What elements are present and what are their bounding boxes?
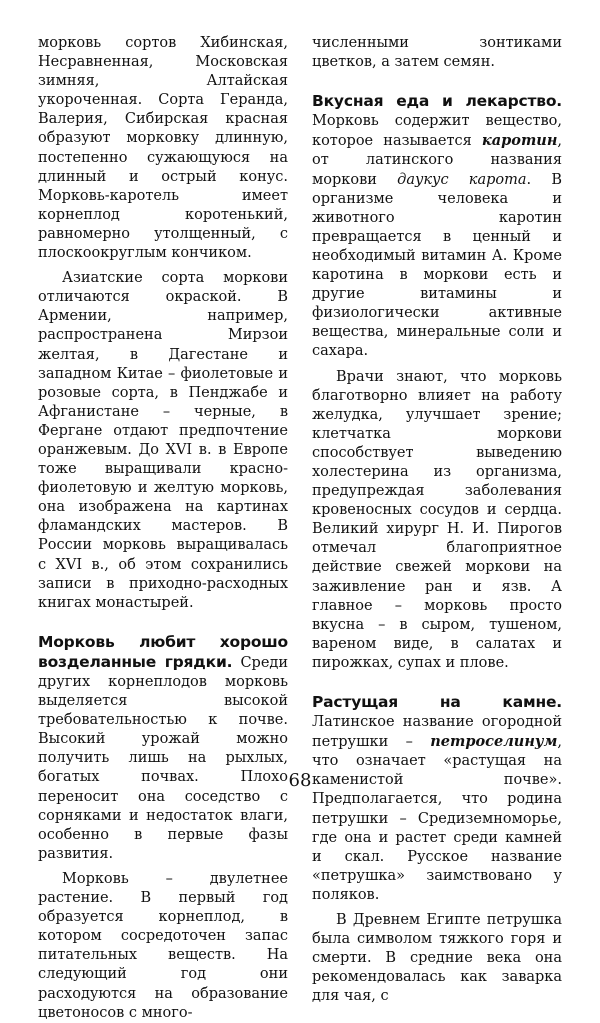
paragraph-doctors: Врачи знают, что морковь благотворно влияет на работу желудка, улучшает зрение; клетчатка моркови способствует выведению холестерина из организма, предупреждая заболевания кровеносных сосудов и сердца. Великий хирург Н. И. Пирогов отмечал благоприятное действие свежей моркови на заживление ран и язв. А главное – морковь просто вкусна – в сыром, тушеном, вареном виде, в салатах и пирожках, супах и плове. [312, 368, 562, 671]
paragraph-ancient-egypt: В Древнем Египте петрушка была символом тяжкого горя и смерти. В средние века она рекомендовалась как заварка для чая, с [312, 912, 562, 1005]
page-number: 68 [288, 770, 312, 791]
right-column [312, 34, 562, 1007]
section-heading-food-and-medicine: Вкусная еда и лекарство. [312, 92, 562, 111]
text-carotene-intro: Морковь содержит вещество, которое называется [312, 113, 562, 150]
text-latin-name: , от латинского названия моркови [312, 133, 563, 188]
paragraph-biennial: Морковь – двулетнее растение. В первый год образуется корнеплод, в котором сосредоточен запас питательных веществ. На следующий год они расходуются на образование цветоносов с много- [38, 870, 288, 1021]
section-food-and-medicine [312, 92, 562, 361]
term-carotene: каротин [481, 132, 558, 150]
text-parsley-latin: Латинское название огородной петрушки – [312, 714, 562, 751]
paragraph-sorts-continued: морковь сортов Хибинская, Несравненная, Московская зимняя, Алтайская укороченная. Сорта Геранда, Валерия, Сибирская красная образуют морковку длинную, постепенно сужающуюся на длинный и острый конус. Морковь-каротель имеет корнеплод коротенький, равномерно утолщенный, с плоскоокруглым кончиком. [38, 35, 288, 262]
text-vitamin-a: . В организме человека и животного каротин превращается в ценный и необходимый витамин А. Кроме каротина в моркови есть и другие витамины и физиологически активные вещества, минеральные соли и сахара. [312, 171, 562, 360]
left-column [38, 34, 288, 1023]
paragraph-asian-sorts: Азиатские сорта моркови отличаются окраской. В Армении, например, распространена Мирзои желтая, в Дагестане и западном Китае – фиолетовые и розовые сорта, в Пенджабе и Афганистане – черные, в Фергане отдают предпочтение оранжевым. До XVI в. в Европе тоже выращивали красно-фиолетовую и желтую морковь, она изображена на картинах фламандских мастеров. В России морковь выращивалась с XVI в., об этом сохранились записи в приходно-расходных книгах монастырей. [38, 270, 288, 611]
text-parsley-origin: , что означает «растущая на каменистой почве». Предполагается, что родина петрушки – Средиземноморье, где она и растет среди камней и скал. Русское название «петрушка» заимствовано у поляков. [312, 734, 562, 903]
paragraph-soil-requirements: Среди других корнеплодов морковь выделяется высокой требовательностью к почве. Высокий урожай можно получить лишь на рыхлых, богатых почвах. Плохо переносит она соседство с сорняками и недостаток влаги, особенно в первые фазы развития. [38, 654, 288, 862]
term-petroselinum: петроселинум [430, 733, 558, 751]
paragraph-flowers-continued: численными зонтиками цветков, а затем семян. [312, 35, 562, 71]
section-heading-good-beds: Морковь любит хорошо возделанные грядки. [38, 632, 288, 671]
section-growing-on-stone [312, 693, 562, 905]
term-daucus-carota: дaукус карота [397, 171, 527, 188]
section-heading-growing-on-stone: Растущая на камне. [312, 693, 562, 711]
section-good-beds [38, 633, 288, 864]
